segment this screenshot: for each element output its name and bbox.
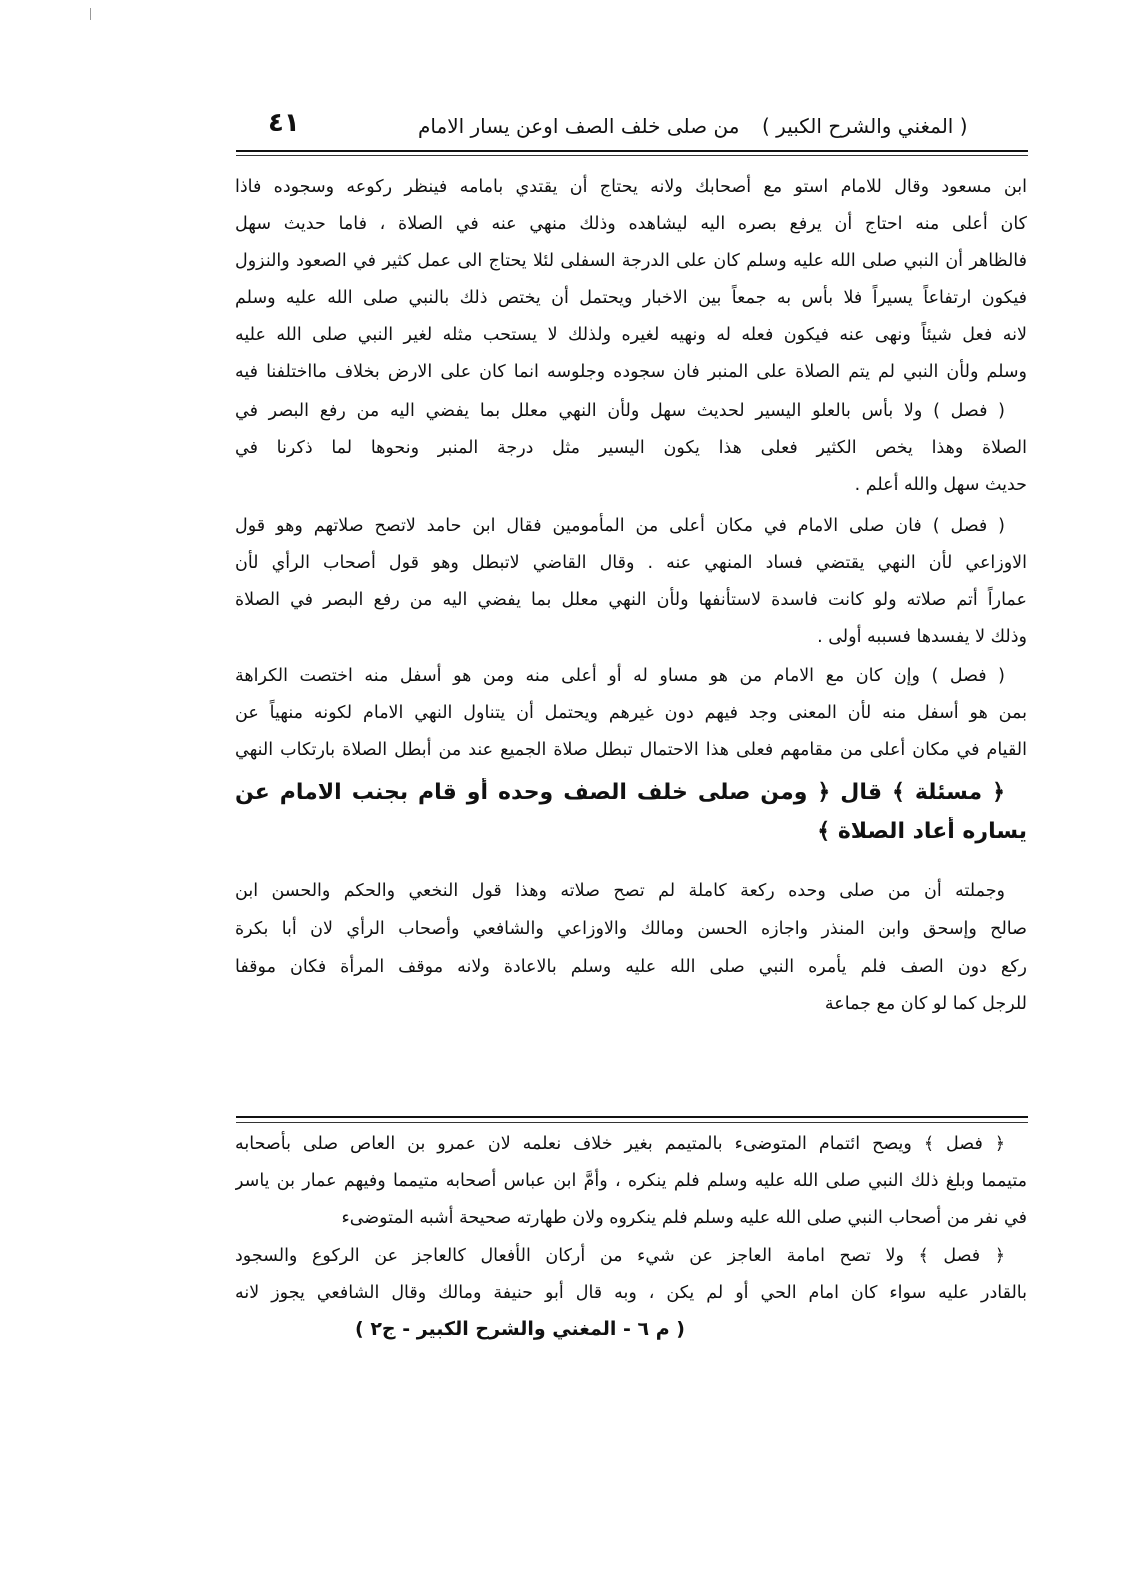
text-line: ركع دون الصف فلم يأمره النبي صلى الله عليه وسلم بالاعادة ولانه موقف المرأة فكان موقفا <box>235 957 1027 977</box>
text-line: لانه فعل شيئاً ونهى عنه فيكون فعله له ونهيه لغيره ولذلك لا يستحب مثله لغير النبي صلى الله عليه <box>235 325 1027 345</box>
text-line: ( فصل ) وإن كان مع الامام من هو مساو له أو أعلى منه ومن هو أسفل منه اختصت الكراهة <box>235 666 1005 686</box>
header-rule <box>236 150 1028 152</box>
footnote-rule-thin <box>236 1122 1028 1123</box>
text-line: وسلم ولأن النبي لم يتم الصلاة على المنبر فان سجوده وجلوسه انما كان على الارض بخلاف مااختلفنا فيه <box>235 362 1027 382</box>
text-line: كان أعلى منه احتاج أن يرفع بصره اليه ليشاهده وذلك منهي عنه في الصلاة ، فاما حديث سهل <box>235 214 1027 234</box>
text-line: للرجل كما لو كان مع جماعة <box>824 994 1027 1014</box>
header-rule-thin <box>236 155 1028 156</box>
text-line: وذلك لا يفسدها فسببه أولى . <box>817 627 1027 647</box>
footnote-line: ﴿ فصل ﴾ ولا تصح امامة العاجز عن شيء من أركان الأفعال كالعاجز عن الركوع والسجود <box>235 1246 1005 1266</box>
scan-mark <box>90 8 91 20</box>
footnote-line: في نفر من أصحاب النبي صلى الله عليه وسلم فلم ينكروه ولان طهارته صحيحة أشبه المتوضىء <box>341 1208 1027 1228</box>
text-line: ( فصل ) ولا بأس بالعلو اليسير لحديث سهل ولأن النهي معلل بما يفضي اليه من رفع البصر في <box>235 401 1005 421</box>
footnote-line: ﴿ فصل ﴾ ويصح ائتمام المتوضىء بالمتيمم بغير خلاف نعلمه لان عمرو بن العاص صلى بأصحابه <box>235 1134 1005 1154</box>
running-book-title: ( المغني والشرح الكبير ) <box>762 114 968 138</box>
text-line: ( فصل ) فان صلى الامام في مكان أعلى من المأمومين فقال ابن حامد لاتصح صلاتهم وهو قول <box>235 516 1005 536</box>
signature-mark: ( م ٦ - المغني والشرح الكبير - ج٢ ) <box>355 1318 685 1340</box>
text-line: وجملته أن من صلى وحده ركعة كاملة لم تصح صلاته وهذا قول النخعي والحكم والحسن ابن <box>235 881 1005 901</box>
footnote-rule <box>236 1116 1028 1118</box>
text-line: صالح وإسحق وابن المنذر واجازه الحسن ومالك والاوزاعي والشافعي وأصحاب الرأي لان أبا بكرة <box>235 919 1027 939</box>
footnote-line: متيمما وبلغ ذلك النبي صلى الله عليه وسلم فلم ينكره ، وأمَّ ابن عباس أصحابه متيمما وفيهم عمار بن ياسر <box>235 1171 1027 1191</box>
text-line: فالظاهر أن النبي صلى الله عليه وسلم كان على الدرجة السفلى لئلا يحتاج الى عمل كثير في الصعود والنزول <box>235 251 1027 271</box>
text-line: حديث سهل والله أعلم . <box>854 475 1027 495</box>
text-line: الاوزاعي لأن النهي يقتضي فساد المنهي عنه . وقال القاضي لاتبطل وهو قول أصحاب الرأي لأن <box>235 553 1027 573</box>
text-line: فيكون ارتفاعاً يسيراً فلا بأس به جمعاً بين الاخبار ويحتمل أن يختص ذلك بالنبي صلى الله عليه وسلم <box>235 288 1027 308</box>
masala-heading-end: يساره أعاد الصلاة ﴾ <box>817 819 1027 844</box>
text-line: القيام في مكان أعلى من مقامهم فعلى هذا الاحتمال تبطل صلاة الجميع عند من أبطل الصلاة بارتكاب النهي <box>235 740 1027 760</box>
masala-heading: ﴿ مسئلة ﴾ قال ﴿ ومن صلى خلف الصف وحده أو قام بجنب الامام عن <box>235 780 1005 805</box>
text-line: الصلاة وهذا يخص الكثير فعلى هذا يكون اليسير مثل درجة المنبر ونحوها لما ذكرنا في <box>235 438 1027 458</box>
page-number: ٤١ <box>268 108 300 138</box>
footnote-line: بالقادر عليه سواء كان امام الحي أو لم يكن ، وبه قال أبو حنيفة ومالك وقال الشافعي يجوز لانه <box>235 1283 1027 1303</box>
text-line: عماراً أتم صلاته ولو كانت فاسدة لاستأنفها ولأن النهي معلل بما يفضي اليه من رفع البصر في الصلاة <box>235 590 1027 610</box>
text-line: ابن مسعود وقال للامام استو مع أصحابك ولانه يحتاج أن يقتدي بامامه فينظر ركوعه وسجوده فاذا <box>235 177 1027 197</box>
running-section-title: من صلى خلف الصف اوعن يسار الامام <box>418 114 740 138</box>
text-line: بمن هو أسفل منه لأن المعنى وجد فيهم دون غيرهم ويحتمل أن يتناول النهي الامام لكونه منهياً عن <box>235 703 1027 723</box>
